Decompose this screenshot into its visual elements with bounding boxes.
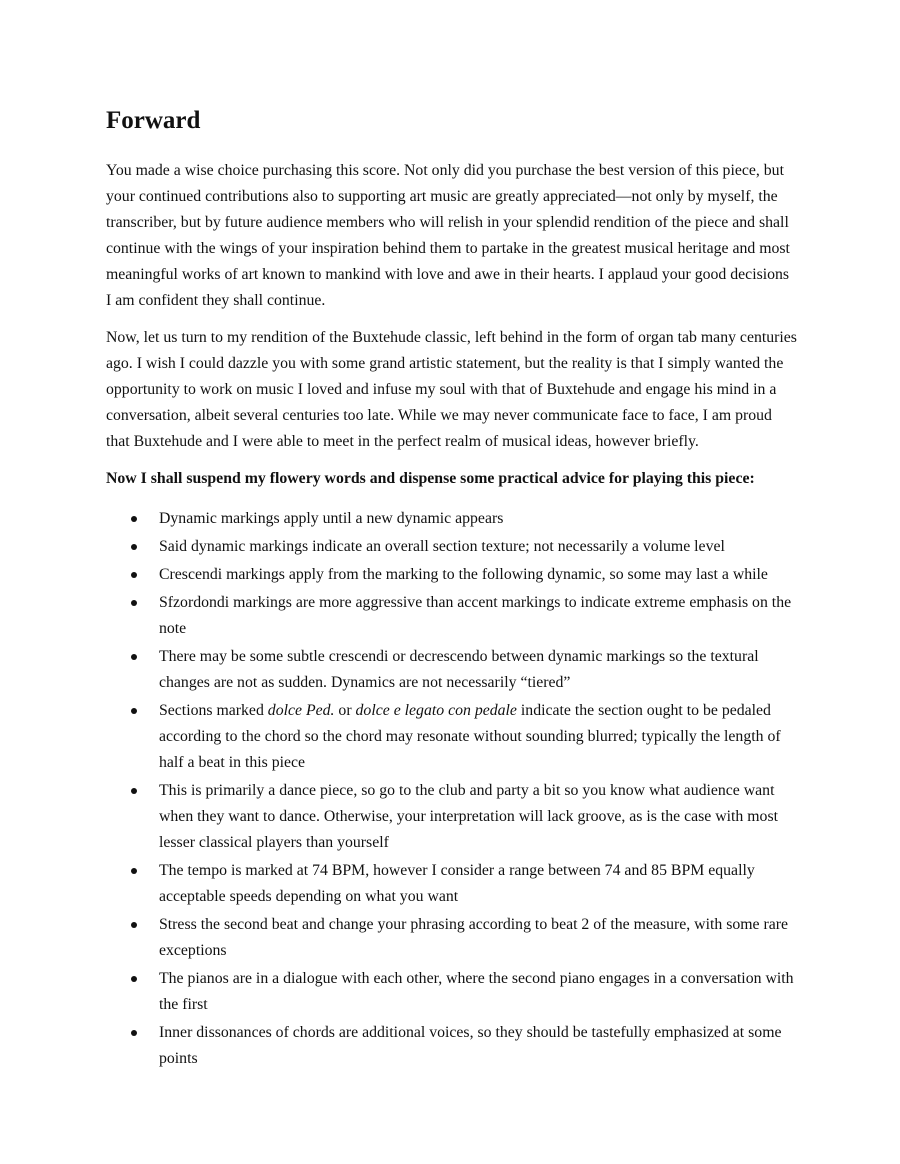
list-item: Said dynamic markings indicate an overall section texture; not necessarily a volume level (106, 534, 798, 560)
document-page (106, 104, 798, 1074)
list-item: Crescendi markings apply from the marking to the following dynamic, so some may last a while (106, 562, 798, 588)
bullet-icon (131, 544, 137, 550)
bullet-icon (131, 922, 137, 928)
list-item: Inner dissonances of chords are additional voices, so they should be tastefully emphasized at some points (106, 1020, 798, 1072)
page-title: Forward (106, 107, 201, 134)
bullet-icon (131, 788, 137, 794)
bullet-icon (131, 708, 137, 714)
bullet-icon (131, 976, 137, 982)
list-item: Sfzordondi markings are more aggressive than accent markings to indicate extreme emphasis on the note (106, 590, 798, 642)
list-item: Stress the second beat and change your phrasing according to beat 2 of the measure, with some rare exceptions (106, 912, 798, 964)
list-item-pedal: Sections marked dolce Ped. or dolce e legato con pedale indicate the section ought to be pedaled according to the chord so the chord may resonate without sounding blurred; typically the length of half a beat in this piece (106, 698, 798, 776)
bullet-icon (131, 1030, 137, 1036)
advice-list (106, 506, 798, 1072)
list-item: There may be some subtle crescendi or decrescendo between dynamic markings so the textural changes are not as sudden. Dynamics are not necessarily “tiered” (106, 644, 798, 696)
bullet-icon (131, 654, 137, 660)
rendition-paragraph: Now, let us turn to my rendition of the Buxtehude classic, left behind in the form of organ tab many centuries ago. I wish I could dazzle you with some grand artistic statement, but the reality is that I simply wanted the opportunity to work on music I loved and infuse my soul with that of Buxtehude and engage his mind in a conversation, albeit several centuries too late. While we may never communicate face to face, I am proud that Buxtehude and I were able to meet in the perfect realm of musical ideas, however briefly. (106, 329, 797, 450)
bullet-icon (131, 600, 137, 606)
pedal-marking-1: dolce Ped. (267, 702, 335, 719)
intro-paragraph: You made a wise choice purchasing this score. Not only did you purchase the best version of this piece, but your continued contributions also to supporting art music are greatly appreciated—not only by myself, the transcriber, but by future audience members who will relish in your splendid rendition of the piece and shall continue with the wings of your inspiration behind them to partake in the greatest musical heritage and most meaningful works of art known to mankind with love and awe in their hearts. I applaud your good decisions I am confident they shall continue. (106, 162, 790, 309)
list-item: This is primarily a dance piece, so go to the club and party a bit so you know what audience want when they want to dance. Otherwise, your interpretation will lack groove, as is the case with most lesser classical players than yourself (106, 778, 798, 856)
bullet-icon (131, 516, 137, 522)
bullet-icon (131, 868, 137, 874)
list-item: The tempo is marked at 74 BPM, however I consider a range between 74 and 85 BPM equally acceptable speeds depending on what you want (106, 858, 798, 910)
bullet-icon (131, 572, 137, 578)
advice-intro: Now I shall suspend my flowery words and dispense some practical advice for playing this piece: (106, 470, 755, 487)
list-item: Dynamic markings apply until a new dynamic appears (106, 506, 798, 532)
pedal-marking-2: dolce e legato con pedale (355, 702, 517, 719)
list-item: The pianos are in a dialogue with each other, where the second piano engages in a conversation with the first (106, 966, 798, 1018)
